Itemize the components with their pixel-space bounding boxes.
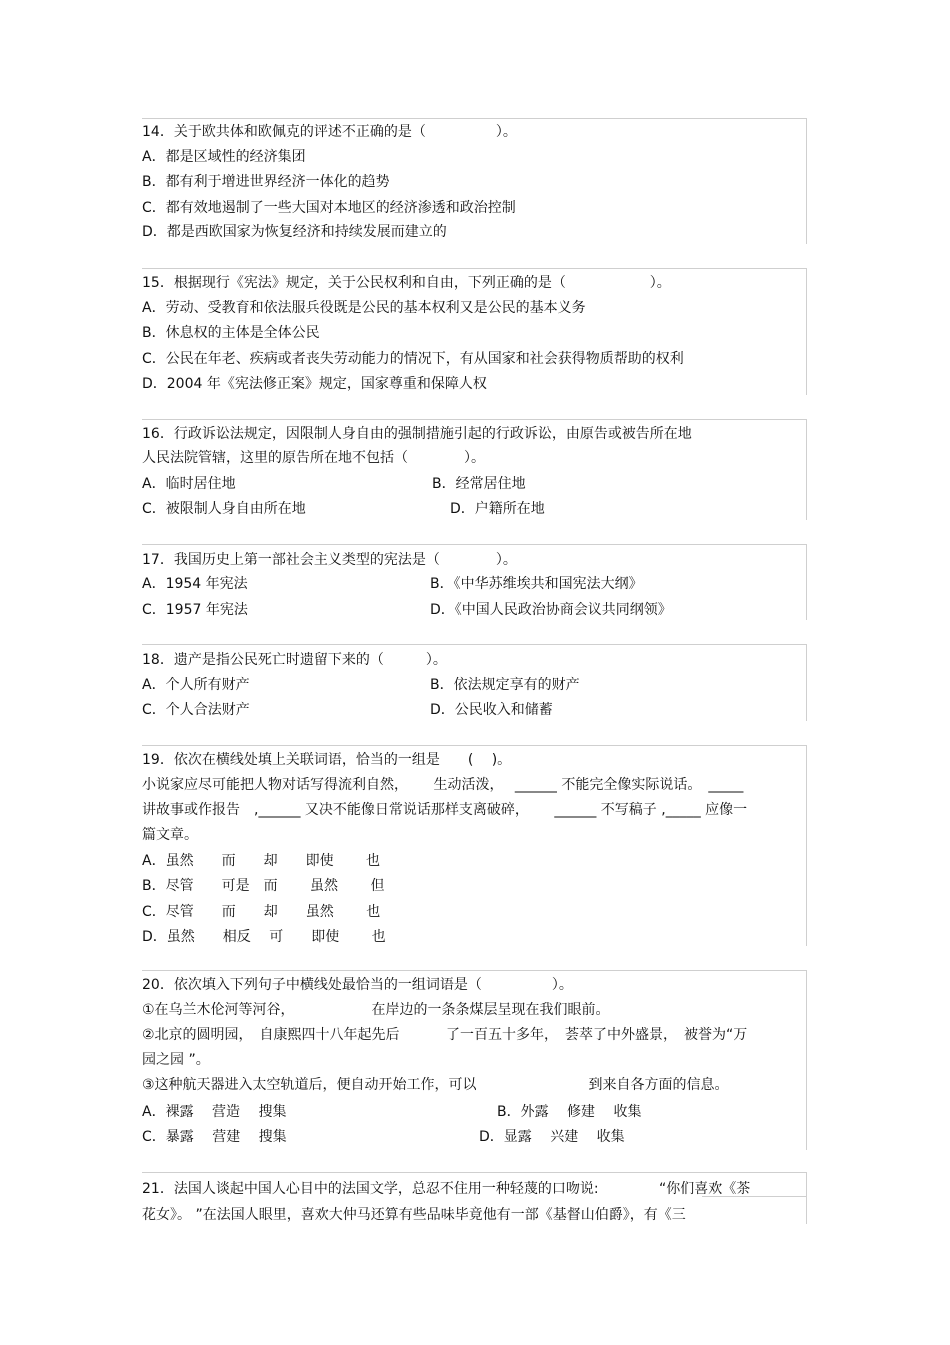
divider [142,268,806,269]
divider [142,118,806,119]
option-d: D．户籍所在地 [450,501,545,517]
option-a: A．临时居住地 [142,476,236,492]
option-b: B．都有利于增进世界经济一体化的趋势 [142,174,390,190]
option-c: C．暴露 营建 搜集 [142,1129,287,1145]
question-stem: 16．行政诉讼法规定，因限制人身自由的强制措施引起的行政诉讼，由原告或被告所在地 [142,426,692,442]
question-stem: 18．遗产是指公民死亡时遗留下来的（ ）。 [142,652,447,668]
option-d: D．《中国人民政治协商会议共同纲领》 [430,602,672,618]
question-stem: 14．关于欧共体和欧佩克的评述不正确的是（ ）。 [142,124,517,140]
divider [142,1172,806,1173]
option-c: C．个人合法财产 [142,702,250,718]
question-stem: 19．依次在横线处填上关联词语，恰当的一组是 ( )。 [142,752,512,768]
option-a: A．裸露 营造 搜集 [142,1104,287,1120]
option-d: D．2004 年《宪法修正案》规定，国家尊重和保障人权 [142,376,487,392]
question-stem: 17．我国历史上第一部社会主义类型的宪法是（ ）。 [142,552,517,568]
option-b: B．休息权的主体是全体公民 [142,325,320,341]
option-c: C．尽管 而 却 虽然 也 [142,904,381,920]
passage-line: 篇文章。 [142,827,198,843]
option-b: B．《中华苏维埃共和国宪法大纲》 [430,576,643,592]
question-stem: 21．法国人谈起中国人心目中的法国文学，总忍不住用一种轻蔑的口吻说: “你们喜欢《茶 [142,1181,751,1197]
question-stem-cont: 花女》。 ”在法国人眼里，喜欢大仲马还算有些品味毕竟他有一部《基督山伯爵》，有《三 [142,1207,686,1223]
passage-line: 讲故事或作报告 ,______ 又决不能像日常说话那样支离破碎， ______ 不写稿子 ,_____ 应像一 [142,802,748,818]
divider [702,1196,806,1197]
sentence-2: ②北京的圆明园， 自康熙四十八年起先后 了一百五十多年， 荟萃了中外盛景， 被誉为“万 [142,1027,748,1043]
option-d: D．公民收入和储蓄 [430,702,553,718]
option-b: B．外露 修建 收集 [497,1104,642,1120]
divider [142,970,806,971]
option-b: B．经常居住地 [432,476,526,492]
option-c: C．被限制人身自由所在地 [142,501,306,517]
option-c: C．都有效地遏制了一些大国对本地区的经济渗透和政治控制 [142,200,516,216]
option-a: A．个人所有财产 [142,677,250,693]
option-b: B．尽管 可是 而 虽然 但 [142,878,385,894]
divider [142,644,806,645]
option-c: C．公民在年老、疾病或者丧失劳动能力的情况下，有从国家和社会获得物质帮助的权利 [142,351,684,367]
option-a: A．劳动、受教育和依法服兵役既是公民的基本权利又是公民的基本义务 [142,300,586,316]
divider [142,419,806,420]
question-stem: 20．依次填入下列句子中横线处最恰当的一组词语是（ ）。 [142,977,573,993]
option-d: D．都是西欧国家为恢复经济和持续发展而建立的 [142,224,447,240]
divider [142,745,806,746]
passage-line: 小说家应尽可能把人物对话写得流利自然， 生动活泼， ______ 不能完全像实际说话。 _____ [142,777,744,793]
question-20 [142,970,807,1150]
option-a: A．都是区域性的经济集团 [142,149,306,165]
question-15 [142,268,807,395]
sentence-1: ①在乌兰木伦河等河谷， 在岸边的一条条煤层呈现在我们眼前。 [142,1002,610,1018]
question-14 [142,118,807,244]
sentence-3: ③这种航天器进入太空轨道后，便自动开始工作，可以 到来自各方面的信息。 [142,1077,729,1093]
option-a: A．1954 年宪法 [142,576,248,592]
option-b: B．依法规定享有的财产 [430,677,580,693]
question-21 [142,1172,807,1224]
question-stem: 15．根据现行《宪法》规定，关于公民权利和自由，下列正确的是（ ）。 [142,275,671,291]
divider [142,544,806,545]
question-16 [142,419,807,520]
option-d: D．虽然 相反 可 即使 也 [142,929,386,945]
sentence-2-cont: 园之园 ”。 [142,1052,210,1068]
question-17 [142,544,807,620]
option-c: C．1957 年宪法 [142,602,248,618]
option-d: D．显露 兴建 收集 [479,1129,625,1145]
option-a: A．虽然 而 却 即使 也 [142,853,381,869]
question-19 [142,745,807,946]
question-stem-cont: 人民法院管辖，这里的原告所在地不包括（ ）。 [142,450,485,466]
question-18 [142,644,807,721]
